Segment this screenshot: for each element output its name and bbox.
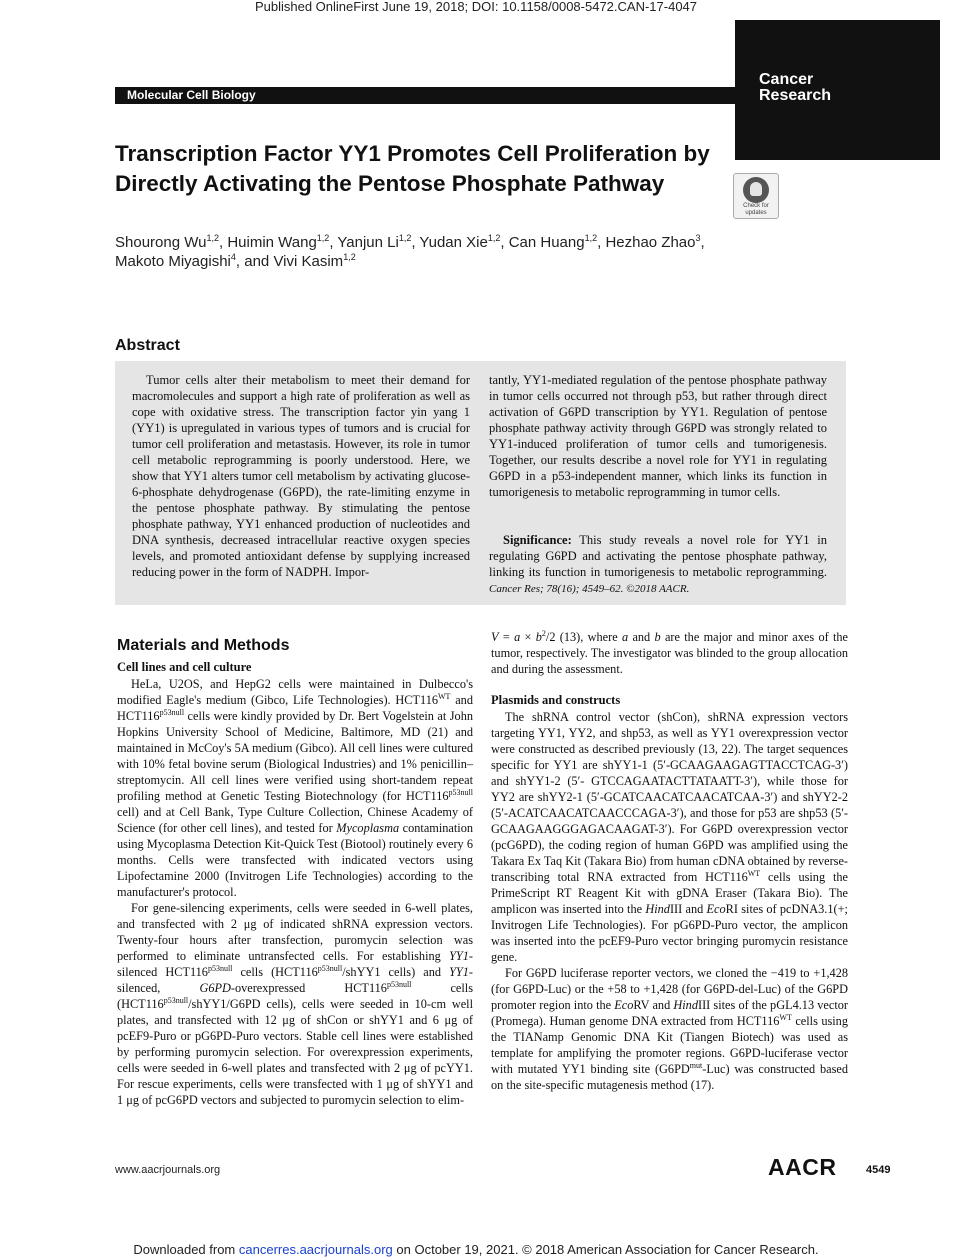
methods-column-left bbox=[117, 676, 473, 1108]
author-affiliation: 1,2 bbox=[487, 233, 501, 243]
paragraph: For gene-silencing experiments, cells were seeded in 6-well plates, and transfected with 2 μg of indicated shRNA expression vectors. Twenty-four hours after transfection, puromycin selection was performed to eliminate untransfected cells. For establishing YY1-silenced $HCT116^{p53null}$ cells ($HCT116^{p53null}/shYY1$ cells) and YY1-silenced, G6PD-overexpressed $HCT116^{p53null}$ cells ($HCT116^{p53null}/shYY1/G6PD$ cells), cells were seeded in 10-cm well plates, and transfected with 12 μg of shCon or shYY1 and 6 μg of pcEF9-Puro or pG6PD-Puro vectors. Stable cell lines were established by performing puromycin selection. For overexpression experiments, cells were seeded in 6-well plates and transfected with 2 μg of pcYY1. For rescue experiments, cells were transfected with 1 μg of shYY1 and 1 μg of pcG6PD vectors and subjected to puromycin selection to elim- bbox=[117, 901, 473, 1107]
significance-label: Significance: bbox=[503, 533, 572, 547]
paragraph: $V = a \times b^2/2$ (13), where a and b are the major and minor axes of the tumor, respectively. The investigator was blinded to the group allocation and during the assessment. bbox=[491, 628, 849, 676]
author-affiliation: 1,2 bbox=[316, 233, 330, 243]
download-prefix: Downloaded from bbox=[133, 1242, 239, 1257]
journal-url[interactable]: www.aacrjournals.org bbox=[115, 1164, 221, 1176]
author-name: Makoto Miyagishi bbox=[115, 253, 231, 270]
author-name: Vivi Kasim bbox=[273, 253, 344, 270]
section-label: Molecular Cell Biology bbox=[127, 88, 256, 102]
bookmark-icon bbox=[750, 182, 762, 196]
check-updates-line1: Check for bbox=[743, 203, 769, 209]
abstract-text-right: tantly, YY1-mediated regulation of the pentose phosphate pathway in tumor cells occurred not through p53, but rather through direct activation of G6PD transcription by YY1. Regulation of pentose phosphate pathway activity through G6PD was strongly related to YY1-induced proliferation of tumor cells and tumorigenesis. Together, our results describe a novel role for YY1 in regulating G6PD in a p53-independent manner, which links its function in tumorigenesis to metabolic reprogramming in tumor cells. bbox=[489, 373, 827, 499]
journal-name bbox=[759, 72, 929, 104]
author-affiliation: 1,2 bbox=[584, 233, 598, 243]
citation: Cancer Res; 78(16); 4549–62. ©2018 AACR. bbox=[489, 583, 690, 595]
paragraph: The shRNA control vector (shCon), shRNA expression vectors targeting YY1, YY2, and shp53, as well as YY1 overexpression vector were constructed as described previously (13, 22). The target sequences specific for YY1 are shYY1-1 (5′-GCAAGAAGAGTTACCTCAG-3′) and shYY1-2 (5′- GTCCAGAATACTTATAATT-3′), while those for YY2 are shYY2-1 (5′-GCATCAACATCAACATCAA-3′) and shYY2-2 (5′-ACATCAACATCAACCCAGA-3′), and those for p53 are shp53 (5′- GCAAGAAGGGAGACAAGAT-3′). For G6PD overexpression vector (pcG6PD), the coding region of human G6PD was amplified using the Takara Ex Taq Kit (Takara Bio) from human cDNA obtained by reverse-transcribing total RNA extracted from $HCT116^{WT}$ cells using the PrimeScript RT Reagent Kit with gDNA Eraser (Takara Bio). The amplicon was inserted into the HindIII and EcoRI sites of pcDNA3.1(+; Invitrogen Life Technologies). For pG6PD-Puro vector, the amplicon was inserted into the pcEF9-Puro vector bringing puromycin resistance gene. bbox=[491, 710, 848, 964]
significance-text: This study reveals a novel role for YY1 in regulating G6PD and activating the pentose phosphate pathway, linking its function in tumorigenesis to metabolic reprogramming. bbox=[489, 533, 827, 579]
methods-column-right bbox=[491, 709, 848, 1093]
plasmids-heading: Plasmids and constructs bbox=[491, 693, 621, 707]
article-title: Transcription Factor YY1 Promotes Cell Proliferation by Directly Activating the Pentose Phosphate Pathway bbox=[115, 141, 710, 196]
check-updates-label bbox=[734, 203, 778, 217]
methods-heading: Materials and Methods bbox=[117, 637, 290, 654]
aacr-logo: AACR bbox=[768, 1154, 837, 1180]
methods-column-right-top bbox=[491, 629, 848, 677]
author-affiliation: 1,2 bbox=[206, 233, 219, 243]
download-notice bbox=[0, 1242, 952, 1258]
check-updates-line2: updates bbox=[745, 210, 767, 216]
page-number: 4549 bbox=[866, 1164, 891, 1176]
author-name: Shourong Wu bbox=[115, 234, 207, 251]
cell-lines-heading: Cell lines and cell culture bbox=[117, 660, 252, 674]
author-affiliation: 1,2 bbox=[398, 233, 412, 243]
author-affiliation: 1,2 bbox=[343, 252, 356, 262]
author-name: Yudan Xie bbox=[419, 234, 488, 251]
significance-paragraph bbox=[489, 532, 827, 597]
abstract-heading: Abstract bbox=[115, 337, 180, 354]
author-affiliation: 4 bbox=[230, 252, 236, 262]
author-name: Yanjun Li bbox=[337, 234, 399, 251]
download-suffix: on October 19, 2021. © 2018 American Association for Cancer Research. bbox=[392, 1242, 819, 1257]
paragraph: HeLa, U2OS, and HepG2 cells were maintained in Dulbecco's modified Eagle's medium (Gibco, Life Technologies). $HCT116^{WT}$ and $HCT116^{p53null}$ cells were kindly provided by Dr. Bert Vogelstein at John Hopkins University School of Medicine, Baltimore, MD (21) and maintained in McCoy's 5A medium (Gibco). All cell lines were cultured with 10% fetal bovine serum (Biological Industries) and 1% penicillin–streptomycin. All cell lines were verified using short-tandem repeat profiling method at Genetic Testing Biotechnology (for $HCT116^{p53null}$ cell) and at Cell Bank, Type Culture Collection, Chinese Academy of Science (for other cell lines), and tested for Mycoplasma contamination using Mycoplasma Detection Kit-Quick Test (Biotool) routinely every 6 months. Cells were transfected with indicated vectors using Lipofectamine 2000 (Invitrogen Life Technologies) according to the manufacturer's protocol. bbox=[117, 677, 474, 899]
author-list: Shourong Wu$^{1,2}$, Huimin Wang$^{1,2}$, Yanjun Li$^{1,2}$, Yudan Xie$^{1,2}$, Can Huang$^{1,2}$, Hezhao Zhao$^3$, Makoto Miyagishi$^4$, and Vivi Kasim$^{1,2}$ bbox=[115, 233, 705, 270]
online-first-notice: Published OnlineFirst June 19, 2018; DOI: 10.1158/0008-5472.CAN-17-4047 bbox=[254, 0, 698, 14]
author-name: Hezhao Zhao bbox=[605, 234, 696, 251]
journal-name-line2: Research bbox=[759, 87, 832, 104]
author-name: Huimin Wang bbox=[227, 234, 317, 251]
author-name: Can Huang bbox=[508, 234, 585, 251]
author-affiliation: 3 bbox=[695, 233, 701, 243]
journal-name-line1: Cancer bbox=[759, 71, 814, 88]
paragraph: For G6PD luciferase reporter vectors, we cloned the −419 to +1,428 (for G6PD-Luc) or the +58 to +1,428 (for G6PD-del-Luc) of the G6PD promoter region into the EcoRV and HindIII sites of the pGL4.13 vector (Promega). Human genome DNA extracted from $HCT116^{WT}$ cells using the TIANamp Genomic DNA Kit (Tiangen Biotech) was used as template for amplifying the promoter regions. G6PD-luciferase vector with mutated YY1 binding site $(G6PD^{mut}-Luc)$ was constructed based on the site-specific mutagenesis method (17). bbox=[491, 966, 848, 1092]
abstract-text-left: Tumor cells alter their metabolism to meet their demand for macromolecules and support a high rate of proliferation as well as cope with oxidative stress. The transcription factor yin yang 1 (YY1) is upregulated in various types of tumors and is crucial for tumor cell proliferation and metastasis. However, its role in tumor cell metabolic reprogramming is poorly understood. Here, we show that YY1 alters tumor cell metabolism by activating glucose-6-phosphate dehydrogenase (G6PD), the rate-limiting enzyme in the pentose phosphate pathway. By stimulating the pentose phosphate pathway, YY1 enhanced production of nucleotides and DNA synthesis, decreased intracellular reactive oxygen species levels, and promoted antioxidant defense by supplying increased reducing power in the form of NADPH. Impor- bbox=[132, 373, 470, 579]
download-link[interactable]: cancerres.aacrjournals.org bbox=[238, 1242, 393, 1257]
